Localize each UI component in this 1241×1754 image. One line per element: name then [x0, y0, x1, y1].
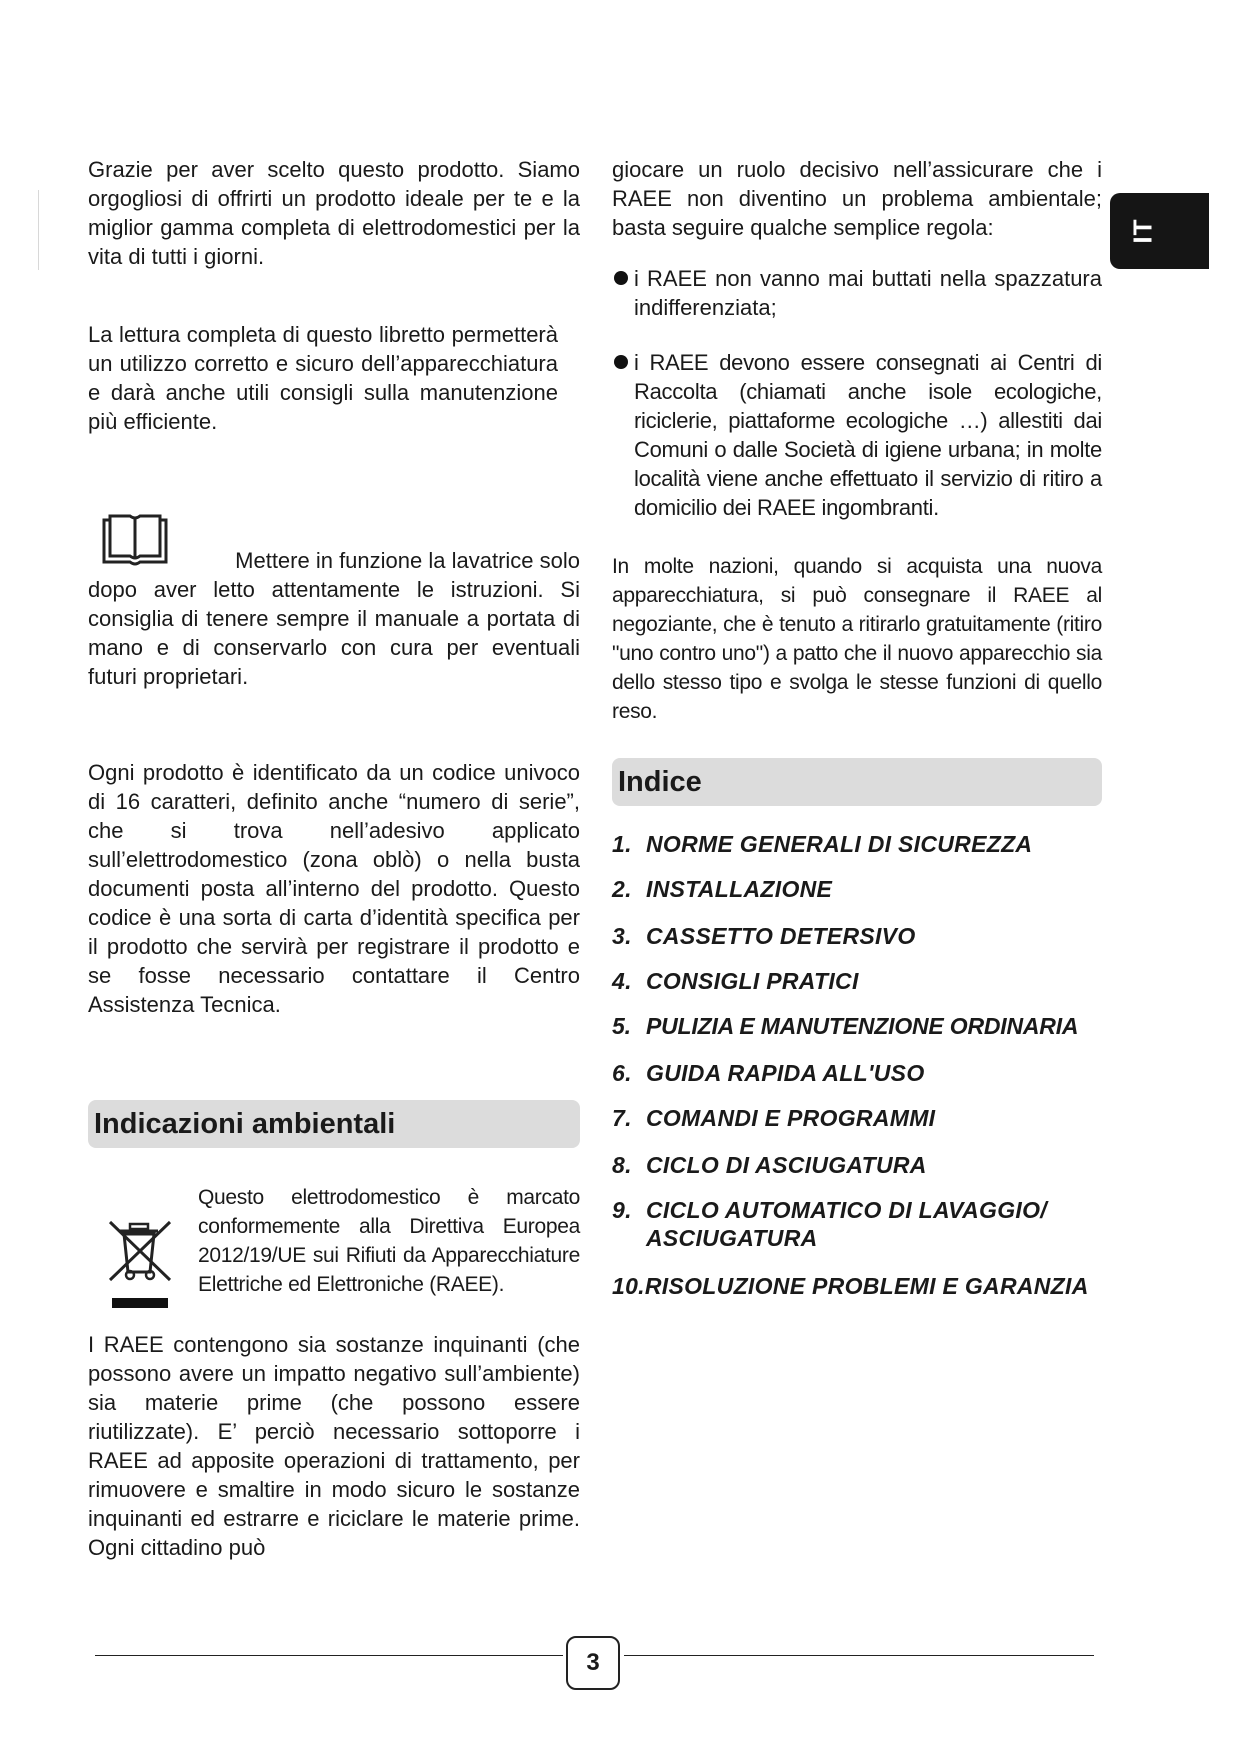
weee-continuation: giocare un ruolo decisivo nell’assicurare che i RAEE non diventino un problema ambientale; basta seguire qualche semplice regola:: [612, 157, 1102, 240]
toc-item[interactable]: 3. CASSETTO DETERSIVO: [612, 923, 916, 949]
toc-item[interactable]: 6. GUIDA RAPIDA ALL'USO: [612, 1060, 925, 1086]
toc-item[interactable]: 4. CONSIGLI PRATICI: [612, 968, 859, 994]
bullet-dot: [614, 355, 628, 369]
nations-paragraph: In molte nazioni, quando si acquista una nuova apparecchiatura, si può consegnare il RAEE al negoziante, che è tenuto a ritirarlo gratuitamente (ritiro "uno contro uno") a patto che il nuovo apparecchio sia dello stesso tipo e svolga le stesse funzioni di quello reso.: [612, 555, 1102, 723]
language-tab: [1110, 193, 1209, 269]
footer-rule-right: [624, 1655, 1094, 1656]
manual-paragraph: [88, 546, 580, 691]
toc-item[interactable]: 2. INSTALLAZIONE: [612, 876, 833, 902]
manual-rest: dopo aver letto attentamente le istruzioni. Si consiglia di tenere sempre il manuale a portata di mano e di conservarlo con cura per eventuali futuri proprietari.: [88, 577, 580, 689]
language-tab-label: IT: [1127, 218, 1158, 244]
crossed-bin-icon: [104, 1212, 176, 1312]
toc-item[interactable]: 5. PULIZIA E MANUTENZIONE ORDINARIA: [612, 1013, 1079, 1039]
intro-paragraph: Grazie per aver scelto questo prodotto. Siamo orgogliosi di offrirti un prodotto ideale per te e la miglior gamma completa di elettrodomestici per la vita di tutti i giorni.: [88, 157, 580, 269]
toc-item[interactable]: 7. COMANDI E PROGRAMMI: [612, 1105, 936, 1131]
bullet-item: i RAEE devono essere consegnati ai Centri di Raccolta (chiamati anche isole ecologiche, riciclerie, piattaforme ecologiche …) allestiti dai Comuni o dalle Società di igiene urbana; in molte località viene anche effettuato il servizio di ritiro a domicilio dei RAEE ingombranti.: [612, 348, 1102, 522]
environment-heading: Indicazioni ambientali: [88, 1100, 580, 1148]
manual-lead: Mettere in funzione la lavatrice solo: [235, 548, 580, 573]
page-number: 3: [566, 1636, 620, 1690]
footer-rule-left: [95, 1655, 563, 1656]
weee-lead: Questo elettrodomestico è marcato conformemente alla Direttiva Europea 2012/19/UE sui Rifiuti da Apparecchiature Elettriche ed Elettroniche (RAEE).: [198, 1186, 580, 1296]
bullet-dot: [614, 271, 628, 285]
margin-mark: [38, 190, 39, 270]
bullet-item: i RAEE non vanno mai buttati nella spazzatura indifferenziata;: [612, 264, 1102, 322]
reading-paragraph: La lettura completa di questo libretto permetterà un utilizzo corretto e sicuro dell’apparecchiatura e darà anche utili consigli sulla manutenzione più efficiente.: [88, 322, 558, 434]
serial-paragraph: Ogni prodotto è identificato da un codice univoco di 16 caratteri, definito anche “numero di serie”, che si trova nell’adesivo applicato sull’elettrodomestico (zona oblò) o nella busta documenti posta all’interno del prodotto. Questo codice è una sorta di carta d’identità specifica per il prodotto che servirà per registrare il prodotto e se fosse necessario contattare il Centro Assistenza Tecnica.: [88, 760, 580, 1017]
toc-item[interactable]: 8. CICLO DI ASCIUGATURA: [612, 1152, 927, 1178]
toc-item[interactable]: ASCIUGATURA: [646, 1225, 818, 1251]
toc-item[interactable]: 9. CICLO AUTOMATICO DI LAVAGGIO/: [612, 1197, 1047, 1223]
toc-item[interactable]: 1. NORME GENERALI DI SICUREZZA: [612, 831, 1033, 857]
toc-item[interactable]: 10.RISOLUZIONE PROBLEMI E GARANZIA: [612, 1273, 1089, 1299]
weee-body: I RAEE contengono sia sostanze inquinanti (che possono avere un impatto negativo sull’ambiente) sia materie prime (che possono essere riutilizzate). E’ perciò necessario sottoporre i RAEE ad apposite operazioni di trattamento, per rimuovere e smaltire in modo sicuro le sostanze inquinanti ed estrarre e riciclare le materie prime. Ogni cittadino può: [88, 1332, 580, 1560]
index-heading: Indice: [612, 758, 1102, 806]
